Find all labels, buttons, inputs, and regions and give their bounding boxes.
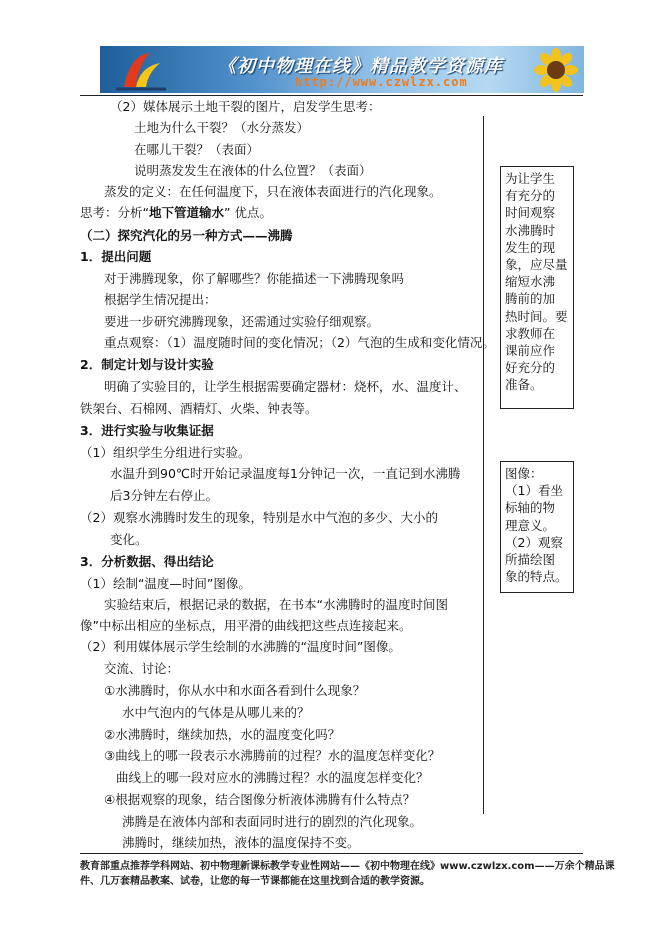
- body-line: 像”中标出相应的坐标点，用平滑的曲线把这些点连接起来。: [80, 618, 412, 633]
- body-line: 交流、讨论：: [104, 661, 180, 676]
- note-line: 有充分的: [505, 188, 556, 204]
- body-line: 明确了实验目的，让学生根据需要确定器材：烧杯，水、温度计、: [104, 379, 467, 394]
- note-line: 准备。: [505, 377, 543, 393]
- body-line: 水温升到90℃时开始记录温度每1分钟记一次，一直记到水沸腾: [110, 466, 461, 481]
- header-rule: [80, 95, 583, 96]
- header-banner: [100, 46, 584, 93]
- think-topic: 地下管道输水: [148, 205, 224, 220]
- note-line: 图像：: [505, 466, 543, 481]
- step-heading: 1．提出问题: [80, 249, 152, 264]
- sunflower-icon: [532, 48, 580, 92]
- site-logo-icon: [110, 49, 172, 91]
- footer-line: 件、几万套精品教案、试卷，让您的每一节课都能在这里找到合适的教学资源。: [80, 876, 430, 887]
- step-heading: 3．进行实验与收集证据: [80, 423, 214, 438]
- site-title: 《初中物理在线》精品教学资源库: [218, 56, 503, 77]
- body-line: ④根据观察的现象，结合图像分析液体沸腾有什么特点？: [104, 792, 416, 807]
- body-line: 对于沸腾现象，你了解哪些？你能描述一下沸腾现象吗: [104, 271, 405, 286]
- note-line: 为让学生: [505, 171, 556, 186]
- step-heading: 2．制定计划与设计实验: [80, 357, 214, 372]
- body-line: 在哪儿干裂？（表面）: [134, 142, 260, 157]
- teaching-note-1: [500, 166, 574, 409]
- body-line: （2）媒体展示土地干裂的图片，启发学生思考：: [110, 99, 381, 114]
- note-line: 好充分的: [505, 360, 556, 376]
- body-line: （1）组织学生分组进行实验。: [80, 445, 251, 460]
- body-line: 根据学生情况提出：: [104, 292, 217, 307]
- body-line: 沸腾是在液体内部和表面同时进行的剧烈的汽化现象。: [122, 814, 423, 829]
- teaching-note-2: [500, 461, 574, 593]
- page-footer: [80, 859, 615, 889]
- body-line: （2）利用媒体展示学生绘制的水沸腾的“温度时间”图像。: [80, 639, 401, 654]
- note-line: （1）看坐: [505, 483, 563, 499]
- note-line: 发生的现: [505, 239, 556, 255]
- body-line: （1）绘制“温度—时间”图像。: [80, 576, 251, 591]
- body-line: 水中气泡内的气体是从哪儿来的？: [122, 705, 310, 720]
- section-heading: （二）探究汽化的另一种方式——沸腾: [80, 228, 293, 243]
- note-line: 象的特点。: [505, 569, 568, 585]
- think-suffix: ” 优点。: [224, 205, 272, 220]
- note-line: 课前应作: [505, 343, 556, 359]
- note-line: 热时间。要: [505, 308, 568, 324]
- body-line: [80, 206, 272, 220]
- body-line: 曲线上的哪一段对应水的沸腾过程？水的温度怎样变化？: [116, 770, 429, 785]
- body-line: 后3分钟左右停止。: [110, 488, 218, 503]
- body-line: （2）观察水沸腾时发生的现象，特别是水中气泡的多少、大小的: [80, 510, 438, 525]
- note-line: 时间观察: [505, 205, 556, 221]
- body-line: 要进一步研究沸腾现象，还需通过实验仔细观察。: [104, 314, 380, 329]
- body-line: 变化。: [110, 532, 148, 547]
- body-line: 沸腾时，继续加热，液体的温度保持不变。: [122, 835, 360, 850]
- body-line: 土地为什么干裂？（水分蒸发）: [134, 120, 310, 135]
- column-divider: [483, 116, 484, 814]
- footer-line: 教育部重点推荐学科网站、初中物理新课标教学专业性网站——《初中物理在线》www.czwlzx.com——万余个精品课: [80, 861, 615, 872]
- note-line: 水沸腾时: [505, 222, 556, 238]
- note-line: （2）观察: [505, 534, 563, 550]
- note-line: 求教师在: [505, 325, 556, 341]
- body-line: 实验结束后，根据记录的数据，在书本“水沸腾时的温度时间图: [104, 597, 448, 612]
- footer-rule: [80, 853, 583, 854]
- note-line: 象，应尽量: [505, 257, 568, 273]
- body-line: 重点观察：（1）温度随时间的变化情况；（2）气泡的生成和变化情况。: [104, 335, 495, 350]
- body-line: 蒸发的定义：在任何温度下，只在液体表面进行的汽化现象。: [104, 184, 442, 199]
- note-line: 缩短水沸: [505, 274, 556, 290]
- body-line: ③曲线上的哪一段表示水沸腾前的过程？水的温度怎样变化？: [104, 748, 441, 763]
- body-line: ②水沸腾时，继续加热，水的温度变化吗？: [104, 727, 341, 742]
- body-line: ①水沸腾时，你从水中和水面各看到什么现象？: [104, 683, 366, 698]
- think-prefix: 思考：分析“: [80, 205, 149, 220]
- site-url[interactable]: http://www.czwlzx.com: [295, 75, 468, 89]
- note-line: 所描绘图: [505, 552, 556, 568]
- note-line: 理意义。: [505, 517, 556, 533]
- body-line: 说明蒸发发生在液体的什么位置？（表面）: [134, 163, 372, 178]
- body-line: 铁架台、石棉网、酒精灯、火柴、钟表等。: [80, 401, 318, 416]
- note-line: 标轴的物: [505, 500, 556, 516]
- step-heading: 3．分析数据、得出结论: [80, 554, 214, 569]
- note-line: 腾前的加: [505, 291, 556, 307]
